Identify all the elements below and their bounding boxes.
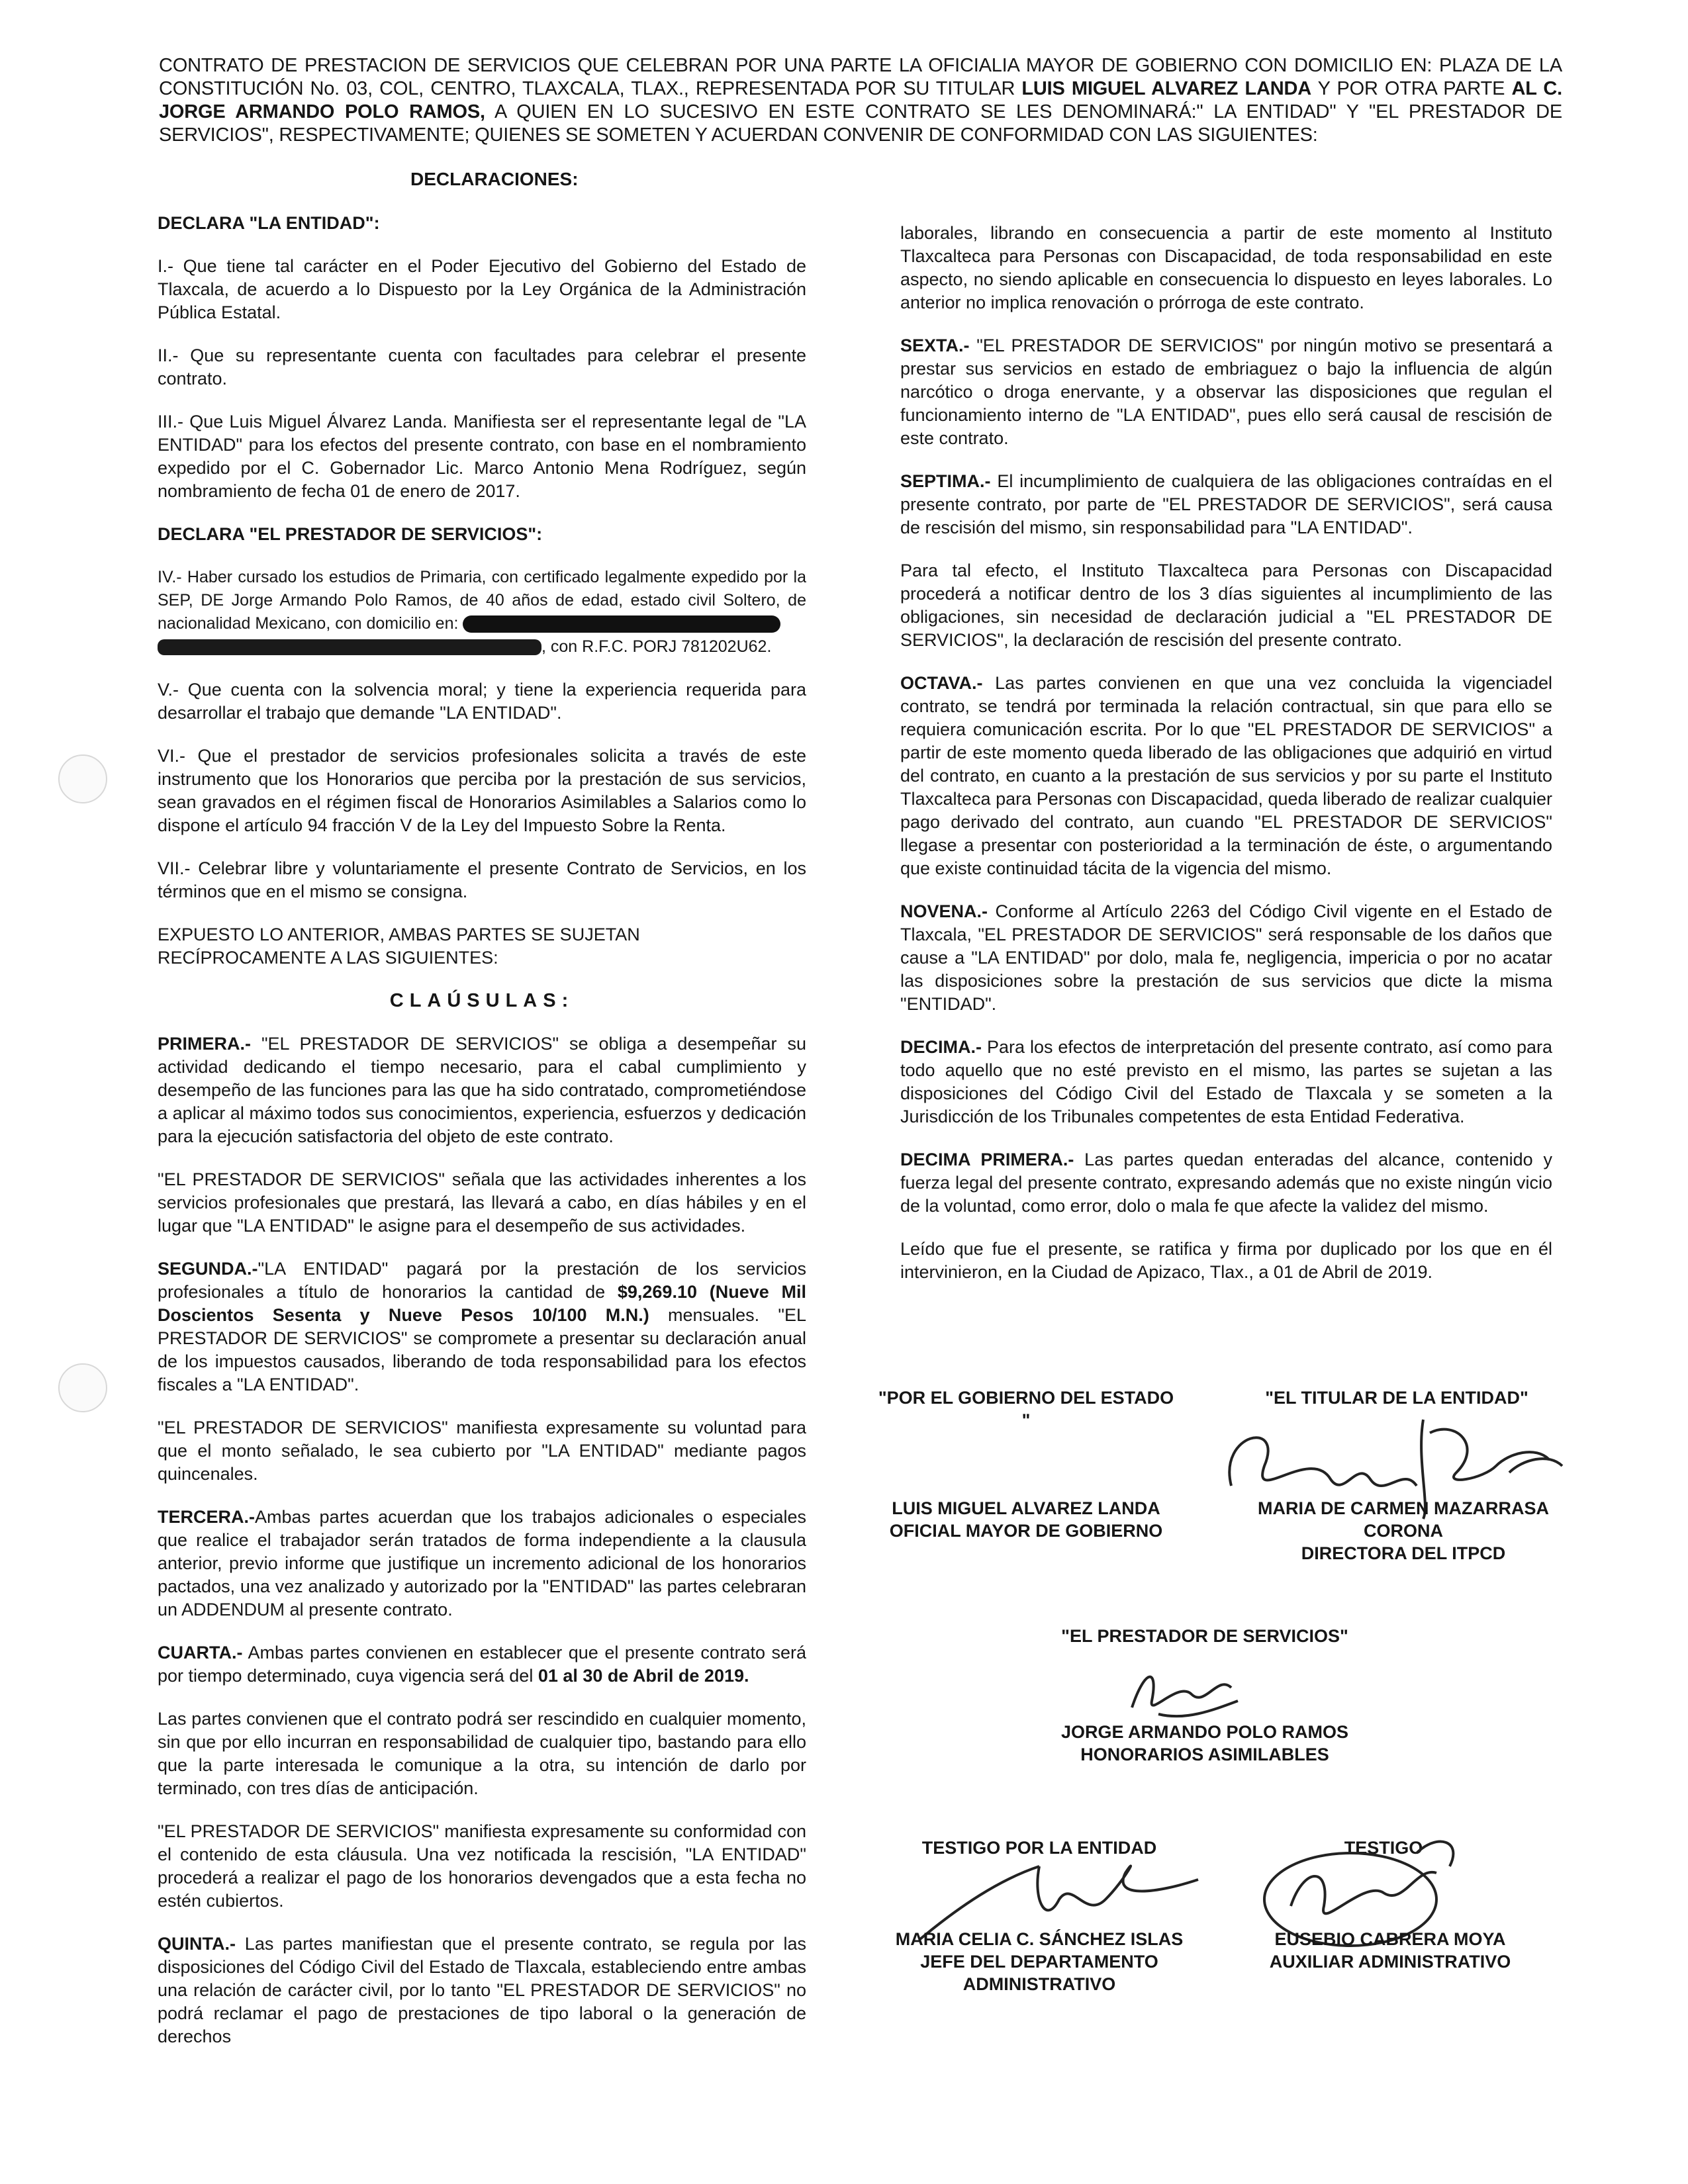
clausula-primera-2: "EL PRESTADOR DE SERVICIOS" señala que las actividades inherentes a los servicios profesionales que prestará, las llevará a cabo, en días hábiles y en el lugar que "LA ENTIDAD" le asigne para el desempeño de sus actividades. — [158, 1169, 806, 1236]
clausula-label: NOVENA.- — [900, 901, 988, 921]
declaracion-vi: VI.- Que el prestador de servicios profesionales solicita a través de este instrumento que los Honorarios que perciba por la prestación de sus servicios, sean gravados en el régimen fiscal de Honorarios Asimilables a Salarios como lo dispone el artículo 94 fracción V de la Ley del Impuesto Sobre la Renta. — [158, 746, 806, 835]
clausula-label: SEPTIMA.- — [900, 471, 991, 491]
declaracion-v: V.- Que cuenta con la solvencia moral; y tiene la experiencia requerida para desarrollar el trabajo que demande "LA ENTIDAD". — [158, 680, 806, 723]
declaracion-ii: II.- Que su representante cuenta con facultades para celebrar el presente contrato. — [158, 345, 806, 388]
redaction-mark — [158, 639, 541, 655]
sig-name-testigo — [1244, 1928, 1536, 1973]
punch-hole — [58, 1363, 107, 1412]
signer-title: DIRECTORA DEL ITPCD — [1301, 1543, 1506, 1563]
punch-hole — [58, 754, 107, 803]
declaracion-iii: III.- Que Luis Miguel Álvarez Landa. Manifiesta ser el representante legal de "LA ENTIDAD" para los efectos del presente contrato, con base en el nombramiento expedido por el C. Gobernador Lic. Marco Antonio Mena Rodríguez, según nombramiento de fecha 01 de enero de 2017. — [158, 412, 806, 501]
clausula-primera — [158, 1032, 806, 1148]
clausula-label: SEXTA.- — [900, 336, 970, 355]
signer-name: MARIA CELIA C. SÁNCHEZ ISLAS — [895, 1929, 1184, 1949]
vigencia-dates: 01 al 30 de Abril de 2019. — [538, 1666, 749, 1686]
clausula-decima-primera — [900, 1148, 1552, 1218]
sig-name-titular — [1231, 1497, 1575, 1565]
redaction-mark — [463, 615, 780, 633]
signer-title: AUXILIAR ADMINISTRATIVO — [1269, 1952, 1511, 1972]
declaracion-iv — [158, 566, 806, 659]
honorarios-amount: $9,269.10 (Nueve Mil Doscientos Sesenta y Nueve Pesos 10/100 M.N.) — [158, 1282, 806, 1325]
clausula-label: CUARTA.- — [158, 1643, 243, 1662]
clausula-segunda — [158, 1257, 806, 1396]
declaracion-i: I.- Que tiene tal carácter en el Poder Ejecutivo del Gobierno del Estado de Tlaxcala, de acuerdo a lo Dispuesto por la Ley Orgánica de la Administración Pública Estatal. — [158, 256, 806, 322]
signer-name-cont: CORONA — [1364, 1521, 1443, 1541]
leido-text: Leído que fue el presente, se ratifica y firma por duplicado por los que en él intervinieron, en la Ciudad de Apizaco, Tlax., a 01 de Abril de 2019. — [900, 1239, 1552, 1282]
declaracion-vii: VII.- Celebrar libre y voluntariamente el presente Contrato de Servicios, en los términos que en el mismo se consigna. — [158, 858, 806, 901]
clausula-text: Conforme al Artículo 2263 del Código Civil vigente en el Estado de Tlaxcala, "EL PRESTADOR DE SERVICIOS" será responsable de los daños que cause a "LA ENTIDAD" por dolo, mala fe, negligencia, impericia o por no acatar las disposiciones sobre la prestación de sus servicios que dicte la misma "ENTIDAD". — [900, 901, 1552, 1014]
signer-title: JEFE DEL DEPARTAMENTO — [920, 1952, 1158, 1972]
clausula-text: Las partes quedan enteradas del alcance, contenido y fuerza legal del presente contrato, expresando además que no existe ningún vicio de la voluntad, como error, dolo o mala fe que afecte la validez del mismo. — [900, 1150, 1553, 1216]
clausula-septima-2: Para tal efecto, el Instituto Tlaxcalteca para Personas con Discapacidad procederá a notificar dentro de los 3 días siguientes al incumplimiento de las obligaciones, sin necesidad de declaración judicial a "EL PRESTADOR DE SERVICIOS", la declaración de rescisión del presente contrato. — [900, 561, 1552, 650]
clausula-quinta-cont: laborales, librando en consecuencia a partir de este momento al Instituto Tlaxcalteca para Personas con Discapacidad, de toda responsabilidad en este aspecto, no siendo aplicable en consecuencia lo dispuesto en leyes laborales. Lo anterior no implica renovación o prórroga de este contrato. — [900, 223, 1552, 312]
clausula-sexta — [900, 334, 1552, 450]
clausula-text: El incumplimiento de cualquiera de las obligaciones contraídas en el presente contrato, por parte de "EL PRESTADOR DE SERVICIOS", será causa de rescisión del mismo, sin responsabilidad para "LA ENTIDAD". — [900, 471, 1552, 537]
signer-title: OFICIAL MAYOR DE GOBIERNO — [889, 1521, 1163, 1541]
clausula-segunda-2: "EL PRESTADOR DE SERVICIOS" manifiesta expresamente su voluntad para que el monto señalado, le sea cubierto por "LA ENTIDAD" mediante pagos quincenales. — [158, 1418, 806, 1484]
intro-name-entidad: LUIS MIGUEL ALVAREZ LANDA — [1021, 78, 1311, 99]
contract-intro — [159, 54, 1562, 147]
intro-name-prestador: AL C. JORGE ARMANDO POLO RAMOS, — [159, 78, 1562, 122]
signature-prestador-image — [1119, 1655, 1251, 1727]
clausula-cuarta — [158, 1641, 806, 1688]
clausula-septima — [900, 470, 1552, 539]
right-column — [900, 222, 1552, 1304]
clausula-quinta — [158, 1933, 806, 2048]
signer-name: LUIS MIGUEL ALVAREZ LANDA — [892, 1498, 1160, 1518]
sig-heading-testigo-entidad: TESTIGO POR LA ENTIDAD — [921, 1838, 1157, 1858]
clausula-label: DECIMA.- — [900, 1037, 982, 1057]
intro-text: CONTRATO DE PRESTACION DE SERVICIOS QUE CELEBRAN POR UNA PARTE LA OFICIALIA MAYOR DE GOBIERNO CON DOMICILIO EN: PLAZA DE LA CONSTITUCIÓN No. 03, COL, CENTRO, TLAXCALA, TLAX., REPRESENTADA POR SU TITULAR — [159, 55, 1562, 99]
declara-entidad-heading: DECLARA "LA ENTIDAD": — [158, 213, 380, 233]
clausula-label: DECIMA PRIMERA.- — [900, 1150, 1074, 1169]
clausula-text: Las partes convienen en que una vez concluida la vigenciadel contrato, se tendrá por terminada la relación contractual, sin que para ello se requiera comunicación escrita. Por lo que "EL PRESTADOR DE SERVICIOS" a partir de este momento queda liberado de las obligaciones que adquirió en virtud del contrato, en cuanto a la prestación de sus servicios y por su parte el Instituto Tlaxcalteca para Personas con Discapacidad, queda liberado de realizar cualquier pago derivado del contrato, aun cuando "EL PRESTADOR DE SERVICIOS" llegase a presentar con posterioridad a la terminación de éste, o argumentando que existe continuidad tácita de la vigencia del mismo. — [900, 673, 1552, 878]
clausulas-title: CLAÚSULAS: — [389, 990, 575, 1011]
clausula-label: TERCERA.- — [158, 1507, 255, 1527]
signer-name: MARIA DE CARMEN MAZARRASA — [1258, 1498, 1549, 1518]
expuesto-text: EXPUESTO LO ANTERIOR, AMBAS PARTES SE SUJETAN RECÍPROCAMENTE A LAS SIGUIENTES: — [158, 925, 640, 968]
signer-name: EUSEBIO CABRERA MOYA — [1274, 1929, 1506, 1949]
signer-name: JORGE ARMANDO POLO RAMOS — [1060, 1722, 1349, 1742]
sig-name-gobierno — [874, 1497, 1178, 1542]
signer-title: HONORARIOS ASIMILABLES — [1080, 1745, 1329, 1764]
clausula-novena — [900, 900, 1552, 1016]
clausula-text: mensuales. "EL PRESTADOR DE SERVICIOS" se compromete a presentar su declaración anual de los impuestos causados, liberando de toda responsabilidad para los efectos fiscales a "LA ENTIDAD". — [158, 1305, 806, 1394]
signer-title-cont: ADMINISTRATIVO — [962, 1974, 1116, 1994]
clausula-cuarta-3: "EL PRESTADOR DE SERVICIOS" manifiesta expresamente su conformidad con el contenido de esta cláusula. Una vez notificada la rescisión, "LA ENTIDAD" procederá a realizar el pago de los honorarios devengados que a esta fecha no estén cubiertos. — [158, 1821, 806, 1911]
clausula-octava — [900, 672, 1552, 880]
clausula-text: Ambas partes convienen en establecer que el presente contrato será por tiempo determinado, cuya vigencia será del — [158, 1643, 806, 1686]
clausula-label: OCTAVA.- — [900, 673, 983, 693]
clausula-text: Ambas partes acuerdan que los trabajos adicionales o especiales que realice el trabajador serán tratados de forma independiente a la clausula anterior, previo informe que justifique un incremento adicional de los honorarios pactados, una vez analizado y autorizado por la "ENTIDAD" las partes celebraran un ADDENDUM al presente contrato. — [158, 1507, 806, 1619]
clausula-label: QUINTA.- — [158, 1934, 236, 1954]
sig-name-prestador — [1006, 1721, 1403, 1766]
clausula-text: "EL PRESTADOR DE SERVICIOS" por ningún motivo se presentará a prestar sus servicios en estado de embriaguez o bajo la influencia de algún narcótico o droga enervante, y a observar las disposiciones que regulan el funcionamiento interno de "LA ENTIDAD", pues ello será causal de rescisión de este contrato. — [900, 336, 1552, 448]
sig-heading-prestador: "EL PRESTADOR DE SERVICIOS" — [1061, 1626, 1348, 1646]
clausula-label: PRIMERA.- — [158, 1034, 251, 1054]
clausula-tercera — [158, 1506, 806, 1621]
clausula-text: "EL PRESTADOR DE SERVICIOS" se obliga a desempeñar su actividad dedicando el tiempo necesario, para el cabal cumplimiento y desempeño de las funciones para las que ha sido contratado, comprometiéndose a aplicar al máximo todos sus conocimientos, experiencia, esfuerzos y dedicación para la ejecución satisfactoria del objeto de este contrato. — [158, 1034, 806, 1146]
clausula-text: Para los efectos de interpretación del presente contrato, así como para todo aquello que no esté previsto en el mismo, las partes se sujetan a las disposiciones del Código Civil del Estado de Tlaxcala y se someten a la Jurisdicción de los Tribunales competentes de esta Entidad Federativa. — [900, 1037, 1552, 1126]
declaracion-iv-text: IV.- Haber cursado los estudios de Primaria, con certificado legalmente expedido por la SEP, DE Jorge Armando Polo Ramos, de 40 años de edad, estado civil Soltero, de nacionalidad Mexicano, con domicilio en: — [158, 568, 806, 633]
sig-name-testigo-entidad — [874, 1928, 1205, 1995]
declara-prestador-heading: DECLARA "EL PRESTADOR DE SERVICIOS": — [158, 524, 543, 544]
declaracion-iv-rfc: , con R.F.C. PORJ 781202U62. — [541, 637, 772, 656]
declaraciones-title: DECLARACIONES: — [410, 169, 579, 189]
clausula-decima — [900, 1036, 1552, 1128]
clausula-text: Las partes manifiestan que el presente contrato, se regula por las disposiciones del Código Civil del Estado de Tlaxcala, estableciendo entre ambas una relación de carácter civil, por lo tanto "EL PRESTADOR DE SERVICIOS" no podrá reclamar el pago de prestaciones de tipo laboral o la generación de derechos — [158, 1934, 806, 2046]
intro-text: A QUIEN EN LO SUCESIVO EN ESTE CONTRATO SE LES DENOMINARÁ:" LA ENTIDAD" Y "EL PRESTADOR DE SERVICIOS", RESPECTIVAMENTE; QUIENES SE SOMETEN Y ACUERDAN CONVENIR DE CONFORMIDAD CON LAS SIGUIENTES: — [159, 101, 1562, 146]
intro-text: Y POR OTRA PARTE — [1311, 78, 1512, 99]
clausula-label: SEGUNDA.- — [158, 1259, 258, 1279]
sig-heading-gobierno: "POR EL GOBIERNO DEL ESTADO " — [878, 1388, 1174, 1430]
left-column — [158, 212, 806, 2068]
sig-heading-titular: "EL TITULAR DE LA ENTIDAD" — [1265, 1388, 1528, 1408]
clausula-cuarta-2: Las partes convienen que el contrato podrá ser rescindido en cualquier momento, sin que por ello incurran en responsabilidad de cualquier tipo, bastando para ello que la parte interesada le comunique a la otra, su intención de darlo por terminado, con tres días de anticipación. — [158, 1709, 806, 1798]
sig-heading-testigo: TESTIGO — [1344, 1838, 1423, 1858]
clausula-text: "LA ENTIDAD" pagará por la prestación de los servicios profesionales a título de honorarios la cantidad de — [158, 1259, 806, 1302]
